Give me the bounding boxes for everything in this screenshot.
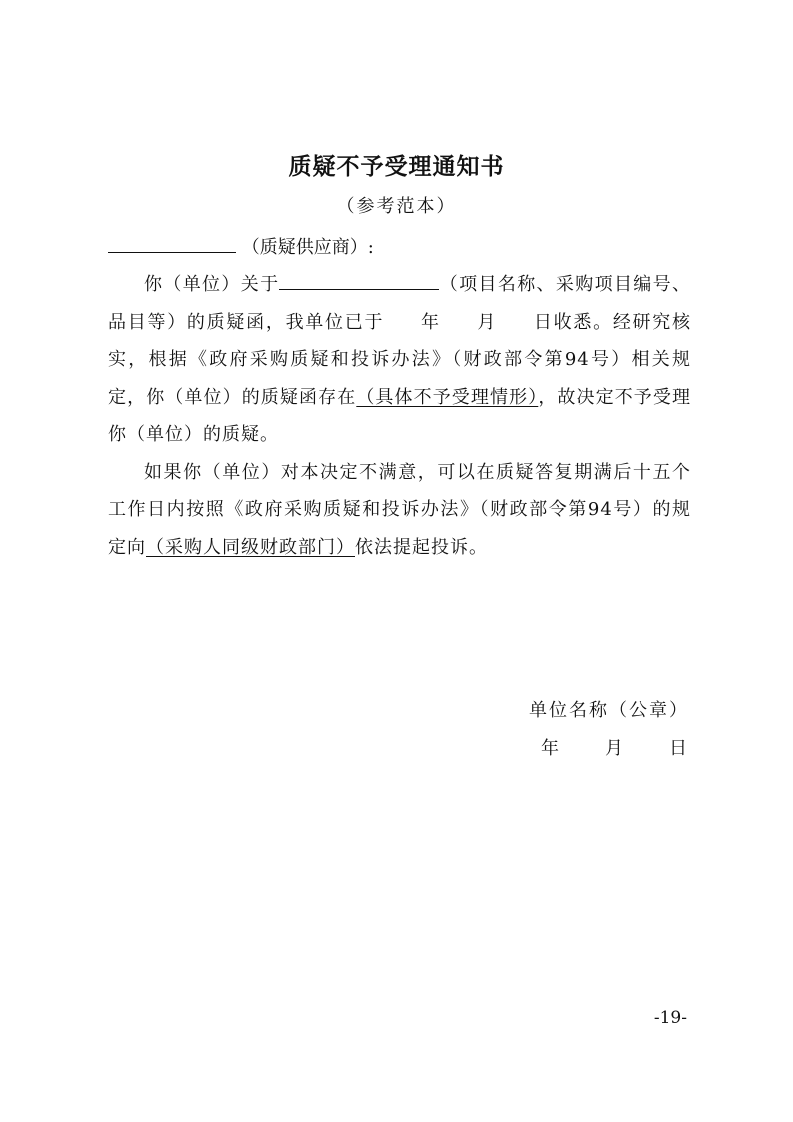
project-name-blank xyxy=(279,269,439,290)
signature-year: 年 xyxy=(541,738,561,759)
paragraph-2 xyxy=(108,454,691,567)
signature-month: 月 xyxy=(605,738,625,759)
signature-date xyxy=(541,734,689,760)
p1-part2: （项目名称、采购项目编号、品目等）的质疑函，我单位已于 xyxy=(108,274,692,333)
page-number: -19- xyxy=(653,1008,687,1028)
document-title: 质疑不予受理通知书 xyxy=(288,153,505,180)
body-text xyxy=(108,266,691,566)
signature-unit: 单位名称（公章） xyxy=(529,700,689,721)
addressee-blank xyxy=(108,232,236,253)
p2-part1: 如果你（单位）对本决定不满意，可以在质疑答复期满后十五个工作日内按照《政府采购质疑和投诉办法》（财政部令第94号）的规定向 xyxy=(108,461,691,558)
p1-part3: 经研究核实，根据《政府采购质疑和投诉办法》（财政部令第94号）相关规定，你（单位）的质疑函存在 xyxy=(108,311,692,408)
p2-underlined-authority: （采购人同级财政部门） xyxy=(146,536,355,558)
document-subtitle: （参考范本） xyxy=(336,196,457,217)
paragraph-1 xyxy=(108,266,691,454)
p1-part4: ，故决定不予受理你（单位）的质疑。 xyxy=(108,386,692,445)
p1-underlined-reason: （具体不予受理情形） xyxy=(356,386,539,408)
signature-day: 日 xyxy=(669,738,689,759)
p1-part1: 你（单位）关于 xyxy=(144,274,280,295)
p1-month: 月 xyxy=(476,311,498,333)
addressee-suffix: （质疑供应商）: xyxy=(241,237,374,258)
p1-year: 年 xyxy=(420,311,441,333)
p1-day-received: 日收悉。 xyxy=(533,311,613,333)
addressee-line xyxy=(108,232,374,259)
p2-part2: 依法提起投诉。 xyxy=(355,536,488,558)
